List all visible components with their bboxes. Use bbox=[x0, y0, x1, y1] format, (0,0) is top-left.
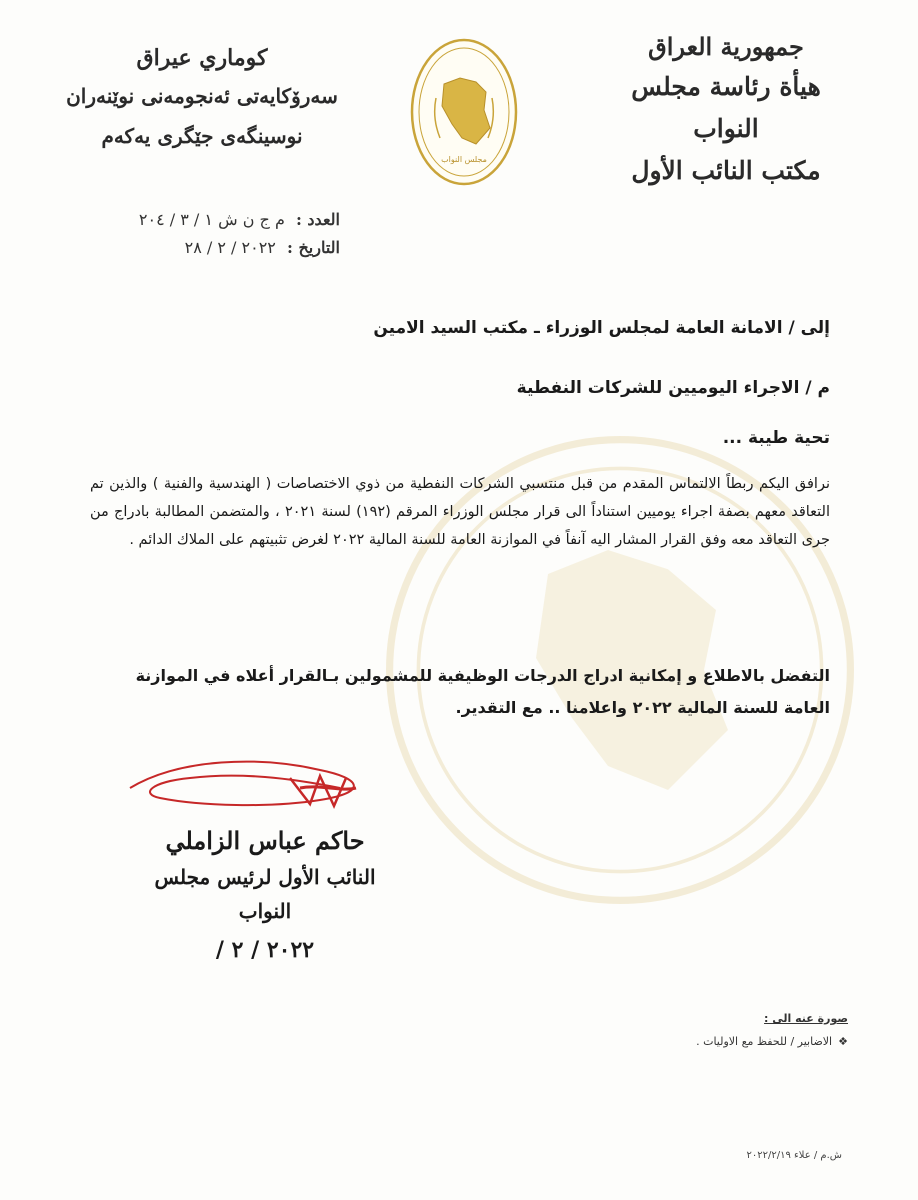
copies-section bbox=[696, 1012, 848, 1048]
office-name-kurdish: نوسينگەی جێگری يەكەم bbox=[101, 124, 303, 148]
signer-block bbox=[150, 822, 380, 972]
header-kurdish bbox=[62, 40, 342, 156]
recipient-line: إلى / الامانة العامة لمجلس الوزراء ـ مكتب السيد الامين bbox=[373, 318, 830, 338]
diamond-bullet-icon: ❖ bbox=[838, 1035, 848, 1048]
office-name: مكتب النائب الأول bbox=[631, 156, 821, 185]
request-paragraph: التفضل بالاطلاع و إمكانية ادراج الدرجات الوظيفية للمشمولين بـالقرار أعلاه في الموازنة العامة للسنة المالية ٢٠٢٢ واعلامنا .. مع التقدير. bbox=[135, 666, 830, 717]
emblem-text: مجلس النواب bbox=[441, 155, 487, 164]
reference-block bbox=[70, 206, 340, 262]
footer-typist-code: ش.م / علاء ٢٠٢٢/٢/١٩ bbox=[746, 1150, 842, 1161]
parliament-emblem bbox=[410, 38, 518, 186]
copies-item bbox=[696, 1035, 848, 1048]
reference-number-label: العدد : bbox=[295, 210, 340, 229]
signer-name: حاكم عباس الزاملي bbox=[165, 826, 365, 855]
institution-name-kurdish: سەرۆكايەتى ئەنجومەنى نوێنەران bbox=[66, 84, 338, 108]
reference-number-value: م ج ن ش ١ / ٣ / ٢٠٤ bbox=[138, 210, 285, 229]
signature-date: ٢٠٢٢ / ٢ / bbox=[215, 937, 315, 963]
copies-heading: صورة عنه الى : bbox=[764, 1012, 848, 1025]
subject-line: م / الاجراء اليوميين للشركات النفطية bbox=[516, 378, 830, 398]
reference-date-row bbox=[70, 234, 340, 262]
signer-title: النائب الأول لرئيس مجلس النواب bbox=[154, 865, 376, 923]
letter-body-paragraph: نرافق اليكم ربطاً الالتماس المقدم من قبل منتسبي الشركات النفطية من ذوي الاختصاصات ( الهندسية والفنية ) والذين تم التعاقد معهم بصفة اجراء يوميين استناداً الى قرار مجلس الوزراء المرقم (١٩٢) لسنة ٢٠٢١ ، والمتضمن المطالبة بادراج من جرى التعاقد معه وفق القرار المشار اليه آنفاً في الموازنة العامة للسنة المالية ٢٠٢٢ لغرض تثبيتهم على الملاك الدائم . bbox=[90, 476, 831, 548]
reference-date-label: التاريخ : bbox=[286, 238, 340, 257]
country-name-kurdish: كوماري عيراق bbox=[136, 45, 268, 71]
institution-name: هيأة رئاسة مجلس النواب bbox=[631, 72, 821, 143]
handwritten-signature bbox=[120, 748, 400, 828]
header-arabic bbox=[596, 28, 856, 192]
reference-date-value: ٢٠٢٢ / ٢ / ٢٨ bbox=[184, 238, 276, 257]
reference-number-row bbox=[70, 206, 340, 234]
copies-item-text: الاضابير / للحفظ مع الاوليات . bbox=[696, 1035, 833, 1048]
greeting-line: تحية طيبة ... bbox=[722, 428, 830, 448]
country-name: جمهورية العراق bbox=[648, 32, 804, 61]
